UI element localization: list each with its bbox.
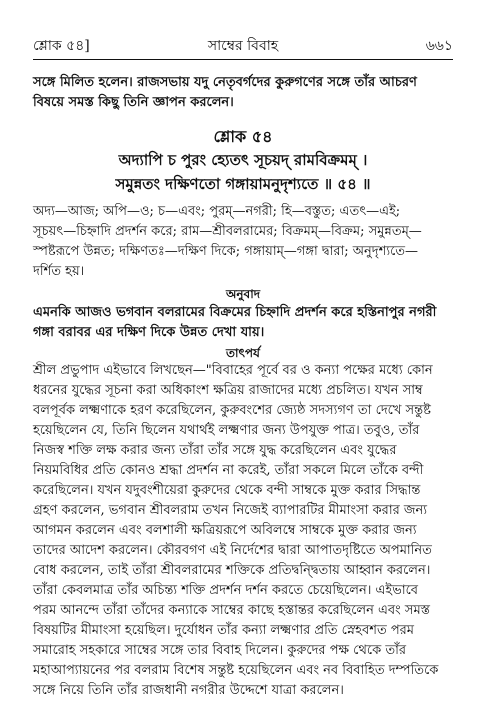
- header-chapter-title: সাম্বের বিবাহ: [207, 38, 279, 54]
- intro-paragraph: সঙ্গে মিলিত হলেন। রাজসভায় যদু নেতৃবর্গদের কুরুগণের সঙ্গে তাঁর আচরণ বিষয়ে সমস্ত কিছু তিনি জ্ঞাপন করলেন।: [33, 75, 417, 110]
- translation-paragraph: এমনকি আজও ভগবান বলরামের বিক্রমের চিহ্নাদি প্রদর্শন করে হস্তিনাপুর নগরী গঙ্গা বরাবর এর দক্ষিণ দিকে উন্নত দেখা যায়।: [33, 305, 437, 340]
- purport-label: তাৎপর্য: [226, 346, 260, 360]
- header-verse-ref: শ্লোক ৫৪]: [33, 38, 90, 54]
- verse-line-1: অদ্যাপি চ পুরং হ্যেতৎ সূচয়দ্ রামবিক্রমম্ ।: [118, 151, 368, 169]
- verse-line-2: সমুন্নতং দক্ষিণতো গঙ্গায়ামনুদৃশ্যতে ॥ ৫৪ ॥: [115, 175, 371, 193]
- purport-paragraph: শ্রীল প্রভুপাদ এইভাবে লিখছেন—"বিবাহের পূর্বে বর ও কন্যা পক্ষের মধ্যে কোন ধরনের যুদ্ধের সূচনা করা অধিকাংশ ক্ষত্রিয় রাজাদের মধ্যে প্রচলিত। যখন সাম্ব বলপূর্বক লক্ষ্মণাকে হরণ করেছিলেন, কুরুবংশের জ্যেষ্ঠ সদস্যগণ তা দেখে সন্তুষ্ট হয়েছিলেন যে, তিনি ছিলেন যথার্থই লক্ষ্মণার জন্য উপযুক্ত পাত্র। তবুও, তাঁর নিজস্ব শক্তি লক্ষ করার জন্য তাঁরা তাঁর সঙ্গে যুদ্ধ করেছিলেন এবং যুদ্ধের নিয়মবিধির প্রতি কোনও শ্রদ্ধা প্রদর্শন না করেই, তাঁরা সকলে মিলে তাঁকে বন্দী করেছিলেন। যখন যদুবংশীয়েরা কুরুদের থেকে বন্দী সাম্বকে মুক্ত করার সিদ্ধান্ত গ্রহণ করলেন, ভগবান শ্রীবলরাম তখন নিজেই ব্যাপারটির মীমাংসা করার জন্য আগমন করলেন এবং বলশালী ক্ষত্রিয়রূপে অবিলম্বে সাম্বকে মুক্ত করার জন্য তাদের আদেশ করলেন। কৌরবগণ এই নির্দেশের দ্বারা আপাতদৃষ্টিতে অপমানিত বোধ করলেন, তাই তাঁরা শ্রীবলরামের শক্তিকে প্রতিদ্বন্দ্বিতায় আহ্বান করলেন। তাঁরা কেবলমাত্র তাঁর অচিন্ত্য শক্তি প্রদর্শন দর্শন করতে চেয়েছিলেন। এইভাবে পরম আনন্দে তাঁরা তাঁদের কন্যাকে সাম্বের কাছে হস্তান্তর করেছিলেন এবং সমস্ত বিষয়টির মীমাংসা হয়েছিল। দুর্যোধন তাঁর কন্যা লক্ষ্মণার প্রতি স্নেহবশত পরম সমারোহ সহকারে সাম্বের সঙ্গে তার বিবাহ দিলেন। কুরুদের পক্ষ থেকে তাঁর মহাআপ্যায়নের পর বলরাম বিশেষ সন্তুষ্ট হয়েছিলেন এবং নব বিবাহিত দম্পতিকে সঙ্গে নিয়ে তিনি তাঁর রাজধানী নগরীর উদ্দেশে যাত্রা করলেন।: [33, 363, 439, 698]
- header-divider: [33, 59, 453, 60]
- synonyms-paragraph: অদ্য—আজ; অপি—ও; চ—এবং; পুরম্—নগরী; হি—বস্তুত; এতৎ—এই; সূচয়ৎ—চিহ্নাদি প্রদর্শন করে; রাম—শ্রীবলরামের; বিক্রমম্—বিক্রম; সমুন্নতম্— স্পষ্টরূপে উন্নত; দক্ষিণতঃ—দক্ষিণ দিকে; গঙ্গায়াম্—গঙ্গা দ্বারা; অনুদৃশ্যতে— দর্শিত হয়।: [33, 204, 422, 279]
- page-header: [33, 36, 453, 56]
- verse-title: শ্লোক ৫৪: [213, 127, 273, 146]
- translation-label: অনুবাদ: [225, 287, 261, 301]
- header-page-number: ৬৬১: [425, 38, 453, 54]
